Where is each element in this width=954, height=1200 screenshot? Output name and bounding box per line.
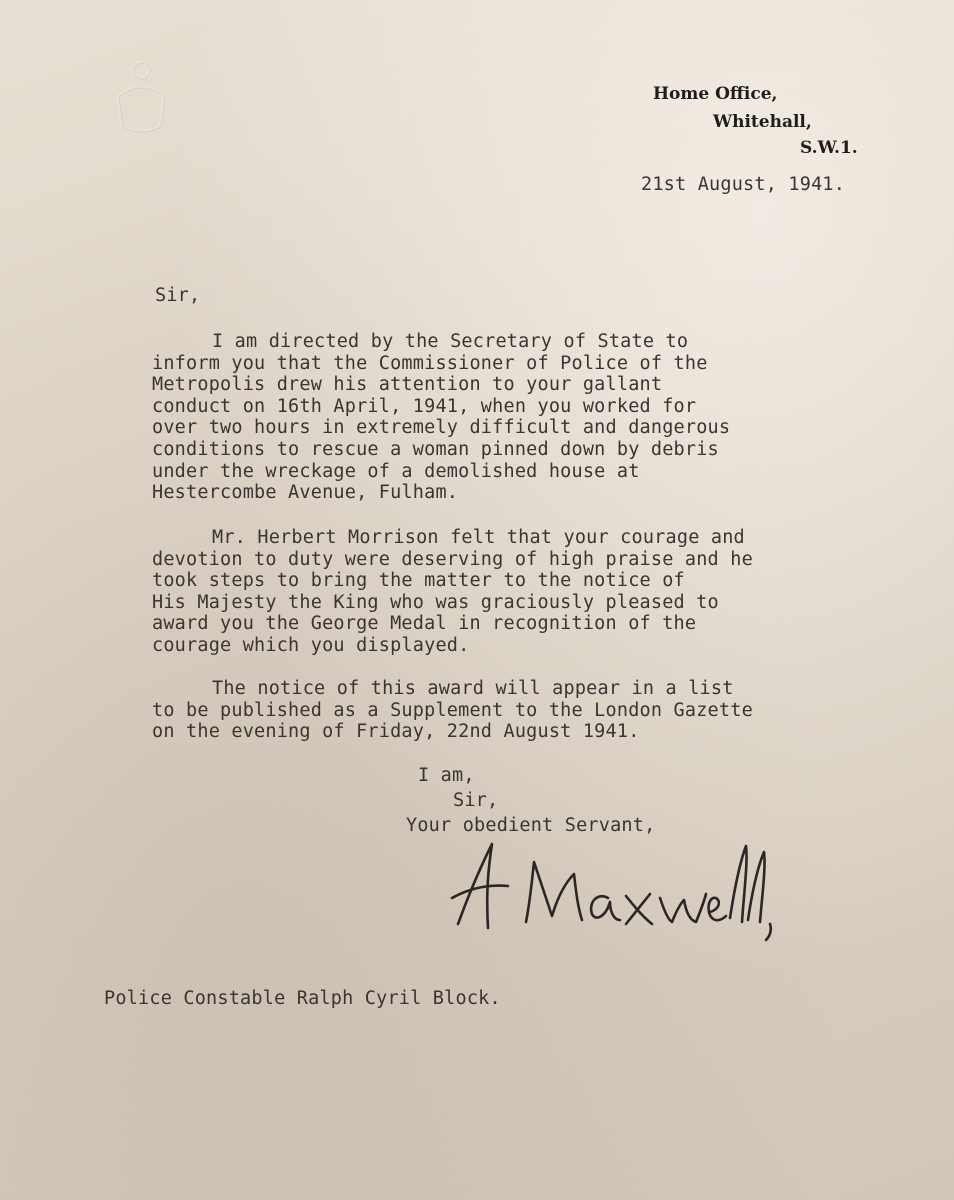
paragraph-3 — [152, 678, 852, 743]
paragraph-line: conduct on 16th April, 1941, when you worked for — [152, 395, 697, 417]
paragraph-line: The notice of this award will appear in a list — [212, 678, 734, 699]
paragraph-line: His Majesty the King who was graciously pleased to — [152, 591, 719, 613]
paragraph-line: courage which you displayed. — [152, 634, 470, 656]
salutation: Sir, — [155, 285, 201, 306]
letter-date: 21st August, 1941. — [641, 174, 846, 195]
paragraph-line: took steps to bring the matter to the notice of — [152, 570, 685, 592]
paragraph-line: devotion to duty were deserving of high praise and he — [152, 548, 753, 570]
handwritten-signature — [448, 832, 778, 952]
paragraph-line: award you the George Medal in recognition of the — [152, 613, 697, 635]
letterhead — [0, 84, 954, 164]
paragraph-1 — [152, 331, 852, 504]
paragraph-line: conditions to rescue a woman pinned down by debris — [152, 438, 719, 460]
letterhead-street: Whitehall, — [713, 112, 812, 132]
closing-line: Sir, — [453, 790, 499, 811]
paragraph-2 — [152, 527, 852, 657]
paragraph-line: Mr. Herbert Morrison felt that your courage and — [212, 527, 745, 548]
paragraph-line: over two hours in extremely difficult and dangerous — [152, 417, 731, 439]
closing-block — [406, 763, 655, 838]
signature-strokes — [452, 844, 771, 940]
paragraph-line: Hestercombe Avenue, Fulham. — [152, 482, 459, 504]
closing-line: Your obedient Servant, — [406, 815, 656, 836]
paragraph-line: to be published as a Supplement to the London Gazette — [152, 699, 753, 721]
letterhead-office: Home Office, — [653, 84, 778, 104]
addressee: Police Constable Ralph Cyril Block. — [104, 988, 501, 1009]
closing-line: I am, — [418, 765, 475, 786]
paragraph-line: Metropolis drew his attention to your gallant — [152, 374, 663, 396]
paragraph-line: on the evening of Friday, 22nd August 1941. — [152, 721, 640, 743]
paragraph-line: inform you that the Commissioner of Police of the — [152, 352, 708, 374]
letterhead-postcode: S.W.1. — [800, 138, 858, 158]
paragraph-line: I am directed by the Secretary of State to — [212, 331, 689, 352]
paragraph-line: under the wreckage of a demolished house at — [152, 460, 640, 482]
